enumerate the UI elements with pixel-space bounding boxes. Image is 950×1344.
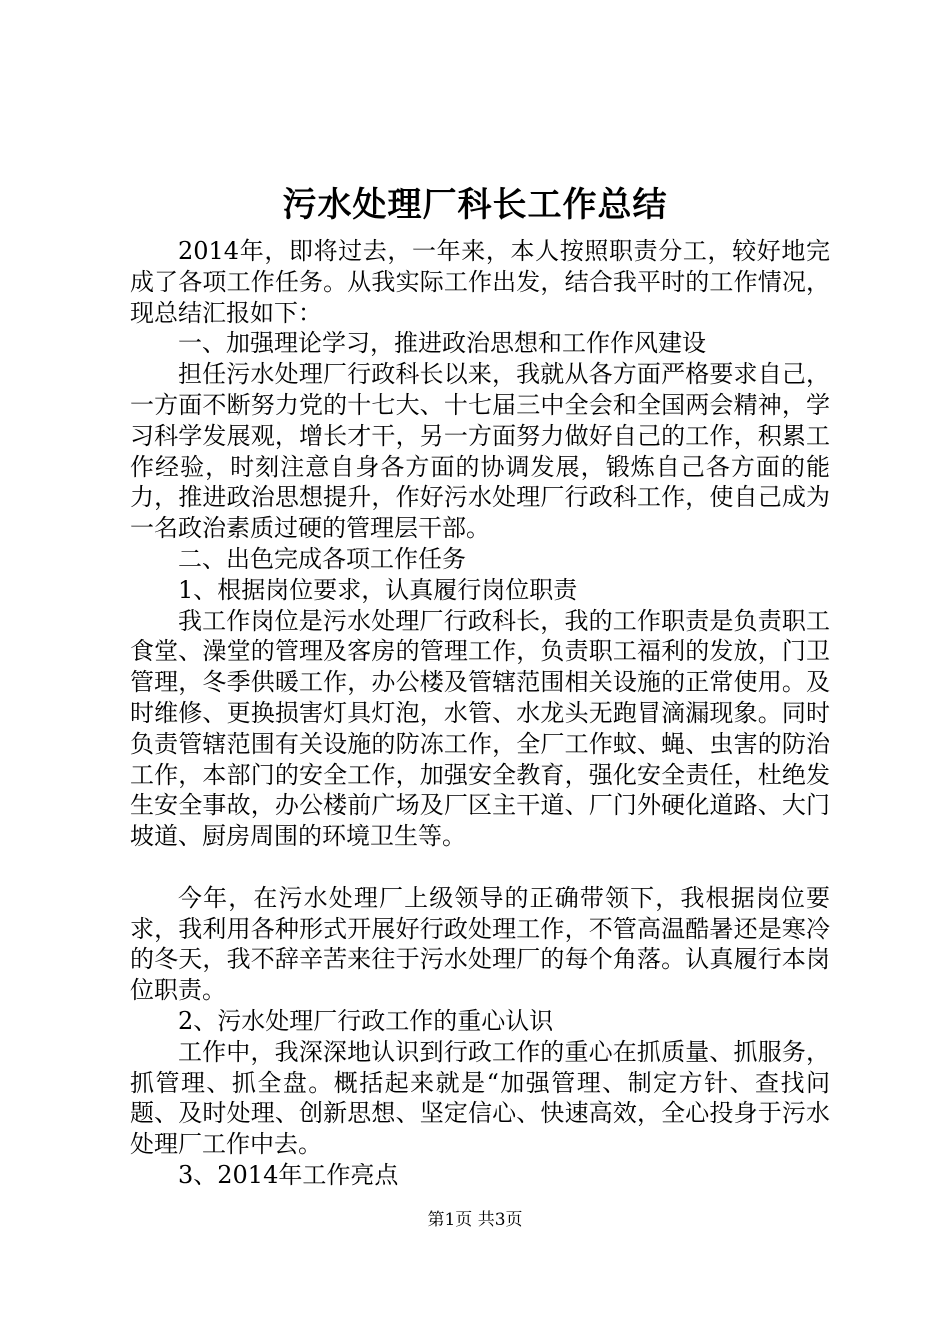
section-1-paragraph: 担任污水处理厂行政科长以来，我就从各方面严格要求自己，一方面不断努力党的十七大、十七届三中全会和全国两会精神，学习科学发展观，增长才干，另一方面努力做好自己的工作，积累工作经验，时刻注意自身各方面的协调发展，锻炼自己各方面的能力，推进政治思想提升，作好污水处理厂行政科工作，使自己成为一名政治素质过硬的管理层干部。: [130, 360, 830, 543]
duties-paragraph: 我工作岗位是污水处理厂行政科长，我的工作职责是负责职工食堂、澡堂的管理及客房的管理工作，负责职工福利的发放，门卫管理，冬季供暖工作，办公楼及管辖范围相关设施的正常使用。及时维修、更换损害灯具灯泡，水管、水龙头无跑冒滴漏现象。同时负责管辖范围有关设施的防冻工作，全厂工作蚊、蝇、虫害的防治工作，本部门的安全工作，加强安全教育，强化安全责任，杜绝发生安全事故，办公楼前广场及厂区主干道、厂门外硬化道路、大门坡道、厨房周围的环境卫生等。: [130, 606, 830, 851]
intro-paragraph: 2014年，即将过去，一年来，本人按照职责分工，较好地完成了各项工作任务。从我实际工作出发，结合我平时的工作情况，现总结汇报如下：: [130, 237, 830, 327]
paragraph-gap: [130, 852, 830, 883]
document-title: 污水处理厂科长工作总结: [282, 185, 668, 225]
page-number-footer: 第1页 共3页: [427, 1210, 523, 1230]
document-body: [130, 236, 830, 1191]
subsection-heading-2: 2、污水处理厂行政工作的重心认识: [178, 1006, 554, 1035]
subsection-heading-3: 3、2014年工作亮点: [178, 1160, 399, 1189]
subsection-heading-1: 1、根据岗位要求，认真履行岗位职责: [178, 575, 578, 604]
section-heading-1: 一、加强理论学习，推进政治思想和工作作风建设: [178, 329, 706, 358]
section-heading-2: 二、出色完成各项工作任务: [178, 544, 466, 573]
this-year-paragraph: 今年，在污水处理厂上级领导的正确带领下，我根据岗位要求，我利用各种形式开展好行政处理工作，不管高温酷暑还是寒冷的冬天，我不辞辛苦来往于污水处理厂的每个角落。认真履行本岗位职责。: [130, 883, 830, 1005]
focus-paragraph: 工作中，我深深地认识到行政工作的重心在抓质量、抓服务，抓管理、抓全盘。概括起来就是“加强管理、制定方针、查找问题、及时处理、创新思想、坚定信心、快速高效，全心投身于污水处理厂工作中去。: [130, 1037, 830, 1159]
